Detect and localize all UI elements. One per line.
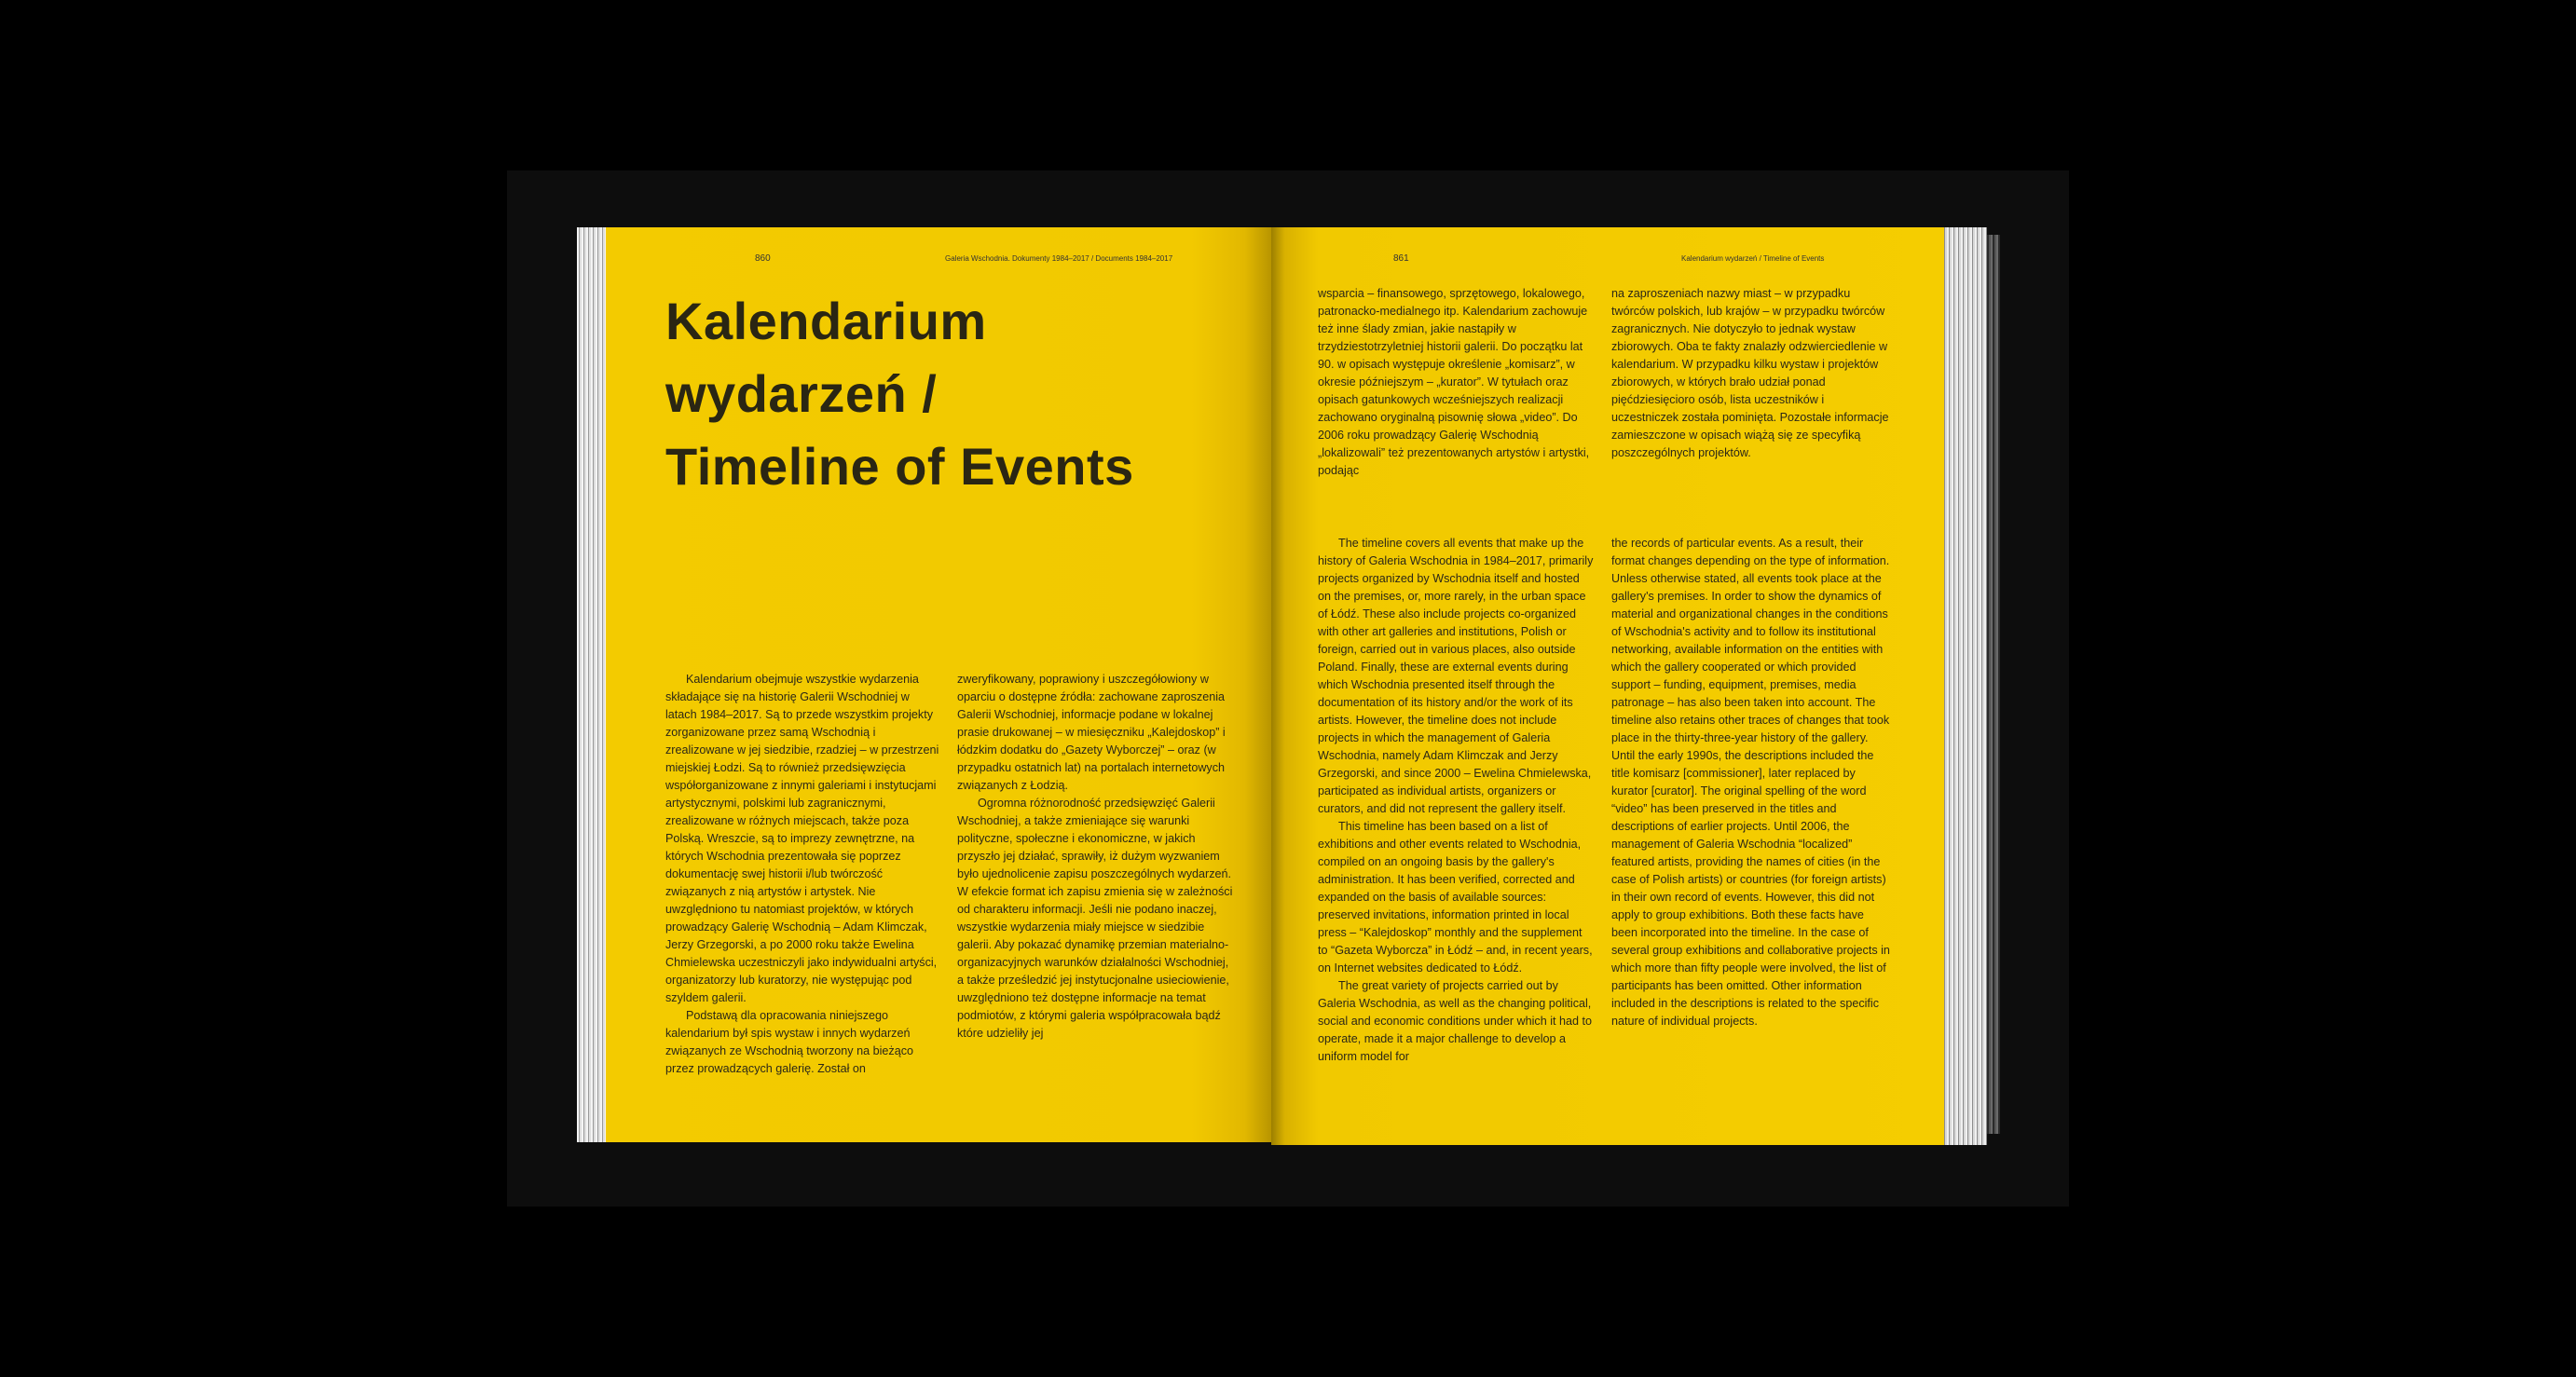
paragraph: Kalendarium obejmuje wszystkie wydarzenia składające się na historię Galerii Wschodniej w latach 1984–2017. Są to przede wszystkim projekty zorganizowane przez samą Wschodnią i zrealizowane w jej siedzibie, rzadziej – w przestrzeni miejskiej Łodzi. Są to również przedsięwzięcia współorganizowane z innymi galeriami i instytucjami artystycznymi, polskimi lub zagranicznymi, zrealizowane w różnych miejscach, także poza Polską. Wreszcie, są to imprezy zewnętrzne, na których Wschodnia prezentowała się poprzez dokumentację swej historii i/lub twórczość związanych z nią artystów i artystek. Nie uwzględniono tu natomiast projektów, w których prowadzący Galerię Wschodnią – Adam Klimczak, Jerzy Grzegorski, a po 2000 roku także Ewelina Chmielewska uczestniczyli jako indywidualni artyści, organizatorzy lub kuratorzy, nie występując pod szyldem galerii. <box>665 673 939 1004</box>
running-head: Kalendarium wydarzeń / Timeline of Events <box>1681 254 1825 263</box>
text-column-2-top <box>1611 285 1891 462</box>
text-column-2 <box>957 671 1237 1043</box>
page-title <box>665 285 1134 503</box>
paragraph: wsparcia – finansowego, sprzętowego, lokalowego, patronacko-medialnego itp. Kalendarium zachowuje też inne ślady zmian, jakie nastąpiły w trzydziestotrzyletniej historii galerii. Do początku lat 90. w opisach występuje określenie „komisarz”, w okresie późniejszym – „kurator”. W tytułach oraz opisach gatunkowych wcześniejszych realizacji zachowano oryginalną pisownię słowa „video”. Do 2006 roku prowadzący Galerię Wschodnią „lokalizowali” też prezentowanych artystów i artystki, podając <box>1318 287 1590 477</box>
title-line: wydarzeń / <box>665 364 938 423</box>
paragraph: This timeline has been based on a list of exhibitions and other events related to Wschodnia, compiled on an ongoing basis by the gallery's administration. It has been verified, corrected and expanded on the basis of available sources: preserved invitations, information printed in local press – “Kalejdoskop” monthly and the supplement to “Gazeta Wyborcza” in Łódź – and, in recent years, on Internet websites dedicated to Łódź. <box>1318 820 1593 975</box>
paragraph: Ogromna różnorodność przedsięwzięć Galerii Wschodniej, a także zmieniające się warunki polityczne, społeczne i ekonomiczne, w jakich przyszło jej działać, sprawiły, iż dużym wyzwaniem było ujednolicenie zapisu poszczególnych wydarzeń. W efekcie format ich zapisu zmienia się w zależności od charakteru informacji. Jeśli nie podano inaczej, wszystkie wydarzenia miały miejsce w siedzibie galerii. Aby pokazać dynamikę przemian materialno-organizacyjnych warunków działalności Wschodniej, a także prześledzić jej instytucjonalne usieciowienie, uwzględniono też dostępne informacje na temat podmiotów, z którymi galeria współpracowała bądź które udzieliły jej <box>957 797 1233 1040</box>
title-line: Kalendarium <box>665 292 987 350</box>
page-number: 860 <box>755 253 771 264</box>
text-column-1-top <box>1318 285 1594 480</box>
text-column-1 <box>665 671 943 1078</box>
right-page-edges <box>1942 227 1987 1145</box>
running-head: Galeria Wschodnia. Dokumenty 1984–2017 / Documents 1984–2017 <box>945 254 1173 263</box>
left-page <box>606 227 1271 1142</box>
paragraph: The timeline covers all events that make up the history of Galeria Wschodnia in 1984–2017, primarily projects organized by Wschodnia itself and hosted on the premises, or, more rarely, in the urban space of Łódź. These also include projects co-organized with other art galleries and institutions, Polish or foreign, carried out in various places, also outside Poland. Finally, these are external events during which Wschodnia presented itself through the documentation of its history and/or the work of its artists. However, the timeline does not include projects in which the management of Galeria Wschodnia, namely Adam Klimczak and Jerzy Grzegorski, and since 2000 – Ewelina Chmielewska, participated as individual artists, organizers or curators, and did not represent the gallery itself. <box>1318 537 1594 815</box>
paragraph: The great variety of projects carried out by Galeria Wschodnia, as well as the changing political, social and economic conditions under which it had to operate, made it a major challenge to develop a uniform model for <box>1318 979 1593 1063</box>
text-column-1-bottom <box>1318 535 1594 1066</box>
text-column-2-bottom <box>1611 535 1891 1030</box>
paragraph: the records of particular events. As a result, their format changes depending on the type of information. Unless otherwise stated, all events took place at the gallery's premises. In order to show the dynamics of material and organizational changes in the conditions of Wschodnia's activity and to follow its institutional networking, available information on the entities with which the gallery cooperated or which provided support – funding, equipment, premises, media patronage – has also been taken into account. The timeline also retains other traces of changes that took place in the thirty-three-year history of the gallery. Until the early 1990s, the descriptions included the title komisarz [commissioner], later replaced by kurator [curator]. The original spelling of the word “video” has been preserved in the titles and descriptions of earlier projects. Until 2006, the management of Galeria Wschodnia “localized” featured artists, providing the names of cities (in the case of Polish artists) or countries (for foreign artists) in their own record of events. However, this did not apply to group exhibitions. Both these facts have been incorporated into the timeline. In the case of several group exhibitions and collaborative projects in which more than fifty people were involved, the list of participants has been omitted. Other information included in the descriptions is related to the specific nature of individual projects. <box>1611 537 1890 1028</box>
paragraph: na zaproszeniach nazwy miast – w przypadku twórców polskich, lub krajów – w przypadku twórców zagranicznych. Nie dotyczyło to jednak wystaw zbiorowych. Oba te fakty znalazły odzwierciedlenie w kalendarium. W przypadku kilku wystaw i projektów zbiorowych, w których brało udział ponad pięćdziesięcioro osób, lista uczestników i uczestniczek została pominięta. Pozostałe informacje zamieszczone w opisach wiążą się ze specyfiką poszczególnych projektów. <box>1611 287 1889 459</box>
page-number: 861 <box>1393 253 1409 264</box>
right-page <box>1271 227 1944 1145</box>
left-page-edges <box>577 227 609 1142</box>
paragraph: zweryfikowany, poprawiony i uszczegółowiony w oparciu o dostępne źródła: zachowane zaproszenia Galerii Wschodniej, informacje podane w lokalnej prasie drukowanej – w miesięczniku „Kalejdoskop” i łódzkim dodatku do „Gazety Wyborczej” – oraz (w przypadku ostatnich lat) na portalach internetowych związanych z Łodzią. <box>957 673 1226 792</box>
paragraph: Podstawą dla opracowania niniejszego kalendarium był spis wystaw i innych wydarzeń związanych ze Wschodnią tworzony na bieżąco przez prowadzących galerię. Został on <box>665 1009 913 1075</box>
title-line: Timeline of Events <box>665 437 1134 496</box>
